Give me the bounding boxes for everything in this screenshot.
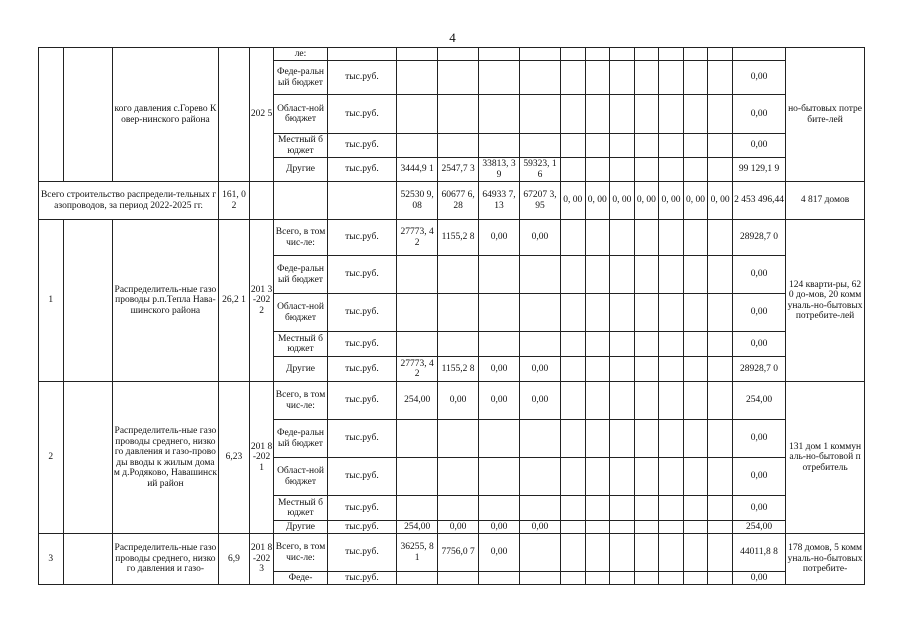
table-row: [39, 534, 865, 572]
object-length: 6,9: [219, 534, 250, 585]
object-period: 202 5: [249, 48, 274, 182]
unit-cell: тыс.руб.: [327, 521, 397, 534]
source-label: Местный бюджет: [274, 496, 327, 521]
value-cell: 27773, 42: [397, 220, 438, 256]
object-name: Распределитель-ные газопроводы среднего, низкого давления и газо-проводы вводы к жилым домам д.Родяково, Навашинский район: [112, 382, 218, 534]
value-cell: 1155,2 8: [438, 357, 479, 382]
source-label: Феде-ральный бюджет: [274, 256, 327, 294]
summary-row: [39, 182, 865, 220]
total-cell: 28928,7 0: [732, 357, 785, 382]
source-label: Всего, в том чис-ле:: [274, 220, 327, 256]
object-length: 6,23: [219, 382, 250, 534]
table-row: [39, 382, 865, 420]
value-cell: 0,00: [479, 382, 520, 420]
value-cell: 0, 00: [610, 182, 635, 220]
value-cell: 0,00: [479, 521, 520, 534]
value-cell: 3444,9 1: [397, 158, 438, 182]
value-cell: 0, 00: [560, 182, 585, 220]
value-cell: 64933 7,13: [479, 182, 520, 220]
source-label: Феде-ральный бюджет: [274, 420, 327, 458]
value-cell: 1155,2 8: [438, 220, 479, 256]
unit-cell: тыс.руб.: [327, 256, 397, 294]
value-cell: 0, 00: [683, 182, 708, 220]
source-label: Другие: [274, 158, 327, 182]
value-cell: 0,00: [520, 521, 561, 534]
value-cell: 60677 6,28: [438, 182, 479, 220]
unit-cell: тыс.руб.: [327, 458, 397, 496]
value-cell: 0,00: [479, 220, 520, 256]
value-cell: 0,00: [438, 521, 479, 534]
table-row: [39, 48, 865, 61]
total-cell: 0,00: [732, 95, 785, 134]
value-cell: 67207 3,95: [520, 182, 561, 220]
unit-cell: тыс.руб.: [327, 572, 397, 585]
object-name: Распределитель-ные газопроводы среднего, низкого давления и газо-: [112, 534, 218, 585]
value-cell: 0, 00: [585, 182, 610, 220]
source-label: Област-ной бюджет: [274, 294, 327, 332]
object-period: 201 8-202 3: [249, 534, 274, 585]
table-row: [39, 220, 865, 256]
total-cell: 0,00: [732, 458, 785, 496]
unit-cell: тыс.руб.: [327, 420, 397, 458]
value-cell: 52530 9,08: [397, 182, 438, 220]
value-cell: 254,00: [397, 382, 438, 420]
unit-cell: тыс.руб.: [327, 534, 397, 572]
budget-table: [38, 47, 865, 585]
unit-cell: тыс.руб.: [327, 357, 397, 382]
value-cell: 59323, 16: [520, 158, 561, 182]
value-cell: 0,00: [479, 534, 520, 572]
object-result: 124 кварти-ры, 620 до-мов, 20 коммуналь-но-бытовых потребите-лей: [786, 220, 865, 382]
object-period: 201 8-202 1: [249, 382, 274, 534]
unit-cell: тыс.руб.: [327, 496, 397, 521]
object-name: Распределитель-ные газопроводы р.п.Тепла Нава-шинского района: [112, 220, 218, 382]
source-label: Другие: [274, 357, 327, 382]
value-cell: 0,00: [479, 357, 520, 382]
object-name: кого давления с.Горево Ковер-нинского района: [112, 48, 218, 182]
object-period: 201 3-202 2: [249, 220, 274, 382]
unit-cell: тыс.руб.: [327, 294, 397, 332]
total-cell: 0,00: [732, 572, 785, 585]
object-number: 1: [39, 220, 64, 382]
unit-cell: тыс.руб.: [327, 382, 397, 420]
unit-cell: тыс.руб.: [327, 332, 397, 357]
summary-label: Всего строительство распредели-тельных газопроводов, за период 2022-2025 гг.: [39, 182, 219, 220]
source-label: Всего, в том чис-ле:: [274, 382, 327, 420]
value-cell: 0, 00: [634, 182, 659, 220]
value-cell: 7756,0 7: [438, 534, 479, 572]
summary-length: 161, 02: [219, 182, 250, 220]
page-number: 4: [449, 30, 456, 45]
value-cell: 0, 00: [708, 182, 733, 220]
object-number: 3: [39, 534, 64, 585]
source-label: Другие: [274, 521, 327, 534]
value-cell: 254,00: [397, 521, 438, 534]
value-cell: 0,00: [438, 382, 479, 420]
object-result: 178 домов, 5 коммуналь-но-бытовых потребите-: [786, 534, 865, 585]
total-cell: 0,00: [732, 332, 785, 357]
value-cell: 0,00: [520, 382, 561, 420]
source-label: Местный бюджет: [274, 332, 327, 357]
total-cell: 0,00: [732, 134, 785, 158]
object-result: 131 дом 1 коммуналь-но-бытовой потребитель: [786, 382, 865, 534]
object-result: но-бытовых потребите-лей: [786, 48, 865, 182]
source-label: Област-ной бюджет: [274, 95, 327, 134]
unit-cell: тыс.руб.: [327, 134, 397, 158]
summary-result: 4 817 домов: [786, 182, 865, 220]
unit-cell: тыс.руб.: [327, 158, 397, 182]
object-length: 26,2 1: [219, 220, 250, 382]
total-cell: 44011,8 8: [732, 534, 785, 572]
value-cell: 0,00: [520, 220, 561, 256]
object-number: 2: [39, 382, 64, 534]
value-cell: 0,00: [520, 357, 561, 382]
total-cell: 99 129,1 9: [732, 158, 785, 182]
total-cell: 2 453 496,44: [732, 182, 785, 220]
total-cell: 0,00: [732, 496, 785, 521]
total-cell: 254,00: [732, 382, 785, 420]
unit-cell: тыс.руб.: [327, 95, 397, 134]
total-cell: 0,00: [732, 61, 785, 95]
value-cell: 27773, 42: [397, 357, 438, 382]
source-label: Феде-ральный бюджет: [274, 61, 327, 95]
source-label: Местный бюджет: [274, 134, 327, 158]
value-cell: 36255, 81: [397, 534, 438, 572]
total-cell: 28928,7 0: [732, 220, 785, 256]
source-label: Феде-: [274, 572, 327, 585]
source-label: Всего, в том чис-ле:: [274, 534, 327, 572]
unit-cell: тыс.руб.: [327, 220, 397, 256]
total-cell: 0,00: [732, 294, 785, 332]
source-label: Област-ной бюджет: [274, 458, 327, 496]
unit-cell: тыс.руб.: [327, 61, 397, 95]
value-cell: 0, 00: [659, 182, 684, 220]
total-cell: 254,00: [732, 521, 785, 534]
source-label: ле:: [274, 48, 327, 61]
total-cell: 0,00: [732, 420, 785, 458]
value-cell: 33813, 39: [479, 158, 520, 182]
total-cell: 0,00: [732, 256, 785, 294]
value-cell: 2547,7 3: [438, 158, 479, 182]
